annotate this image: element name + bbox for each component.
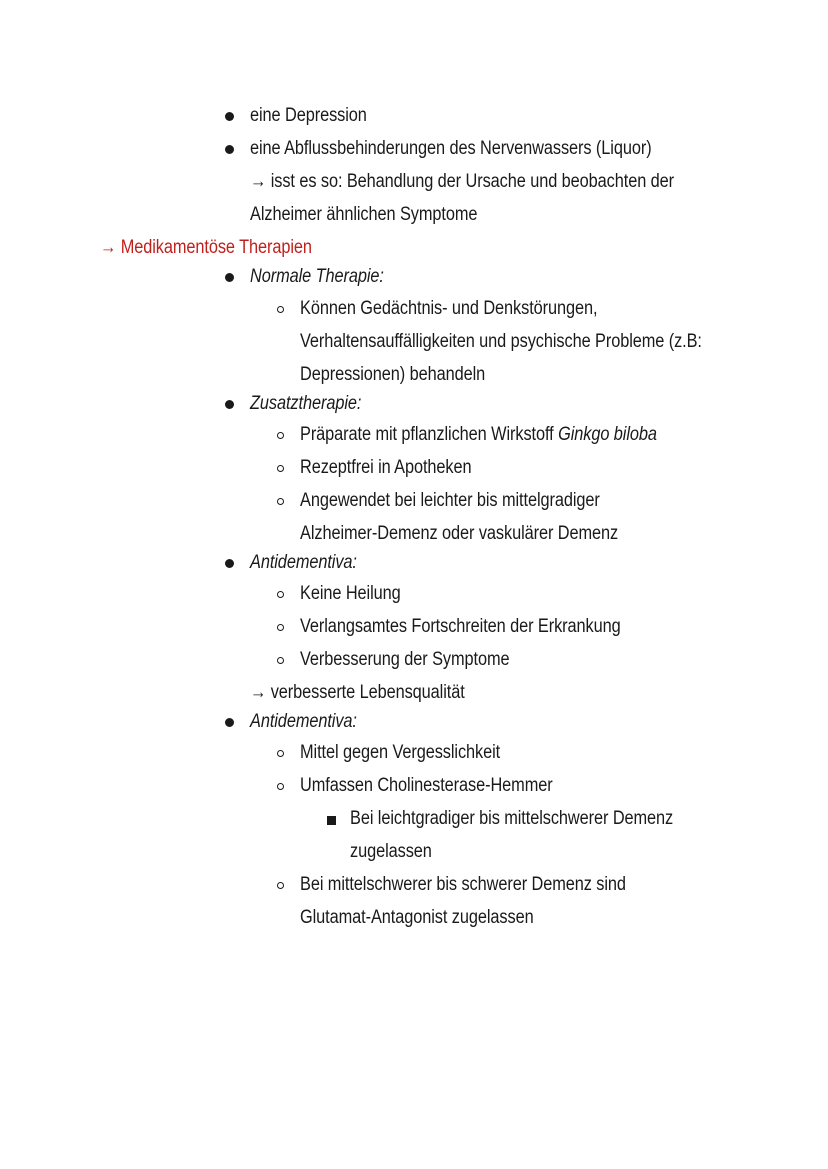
bullet-circle <box>277 432 284 439</box>
bullet-circle <box>277 750 284 757</box>
list-item-continuation: zugelassen <box>350 841 432 862</box>
bullet-disc <box>225 112 234 121</box>
bullet-square <box>327 816 336 825</box>
list-item-species: Ginkgo biloba <box>558 424 657 445</box>
list-item: Bei mittelschwerer bis schwerer Demenz sind <box>300 874 626 895</box>
list-item: Können Gedächtnis- und Denkstörungen, <box>300 298 598 319</box>
bullet-disc <box>225 400 234 409</box>
bullet-circle <box>277 882 284 889</box>
section-heading: → Medikamentöse Therapien <box>100 237 312 258</box>
list-item: Rezeptfrei in Apotheken <box>300 457 472 478</box>
list-item: Verlangsamtes Fortschreiten der Erkrankung <box>300 616 621 637</box>
bullet-circle <box>277 465 284 472</box>
list-item: Bei leichtgradiger bis mittelschwerer Demenz <box>350 808 674 829</box>
list-item-heading: Zusatztherapie: <box>250 393 362 414</box>
bullet-circle <box>277 624 284 631</box>
bullet-circle <box>277 498 284 505</box>
list-item-continuation: Alzheimer-Demenz oder vaskulärer Demenz <box>300 523 619 544</box>
bullet-circle <box>277 591 284 598</box>
list-item: Mittel gegen Vergesslichkeit <box>300 742 501 763</box>
note-line: → verbesserte Lebensqualität <box>250 682 465 703</box>
list-item: eine Depression <box>250 105 367 126</box>
list-item-heading: Antidementiva: <box>250 711 357 732</box>
list-item-continuation: Depressionen) behandeln <box>300 364 486 385</box>
bullet-disc <box>225 718 234 727</box>
list-item-continuation: Glutamat-Antagonist zugelassen <box>300 907 534 928</box>
bullet-circle <box>277 306 284 313</box>
list-item <box>300 422 657 448</box>
list-item: Verbesserung der Symptome <box>300 649 510 670</box>
list-item-heading: Antidementiva: <box>250 552 357 573</box>
bullet-disc <box>225 145 234 154</box>
bullet-disc <box>225 559 234 568</box>
bullet-circle <box>277 783 284 790</box>
list-item-continuation: Verhaltensauffälligkeiten und psychische Probleme (z.B: <box>300 331 702 352</box>
list-item: Keine Heilung <box>300 583 401 604</box>
bullet-circle <box>277 657 284 664</box>
list-item-heading: Normale Therapie: <box>250 266 384 287</box>
bullet-disc <box>225 273 234 282</box>
note-line: Alzheimer ähnlichen Symptome <box>250 204 478 225</box>
note-line: → isst es so: Behandlung der Ursache und beobachten der <box>250 171 675 192</box>
list-item: eine Abflussbehinderungen des Nervenwassers (Liquor) <box>250 138 652 159</box>
list-item: Angewendet bei leichter bis mittelgradiger <box>300 490 600 511</box>
list-item: Umfassen Cholinesterase-Hemmer <box>300 775 553 796</box>
list-item-text: Präparate mit pflanzlichen Wirkstoff <box>300 424 554 445</box>
